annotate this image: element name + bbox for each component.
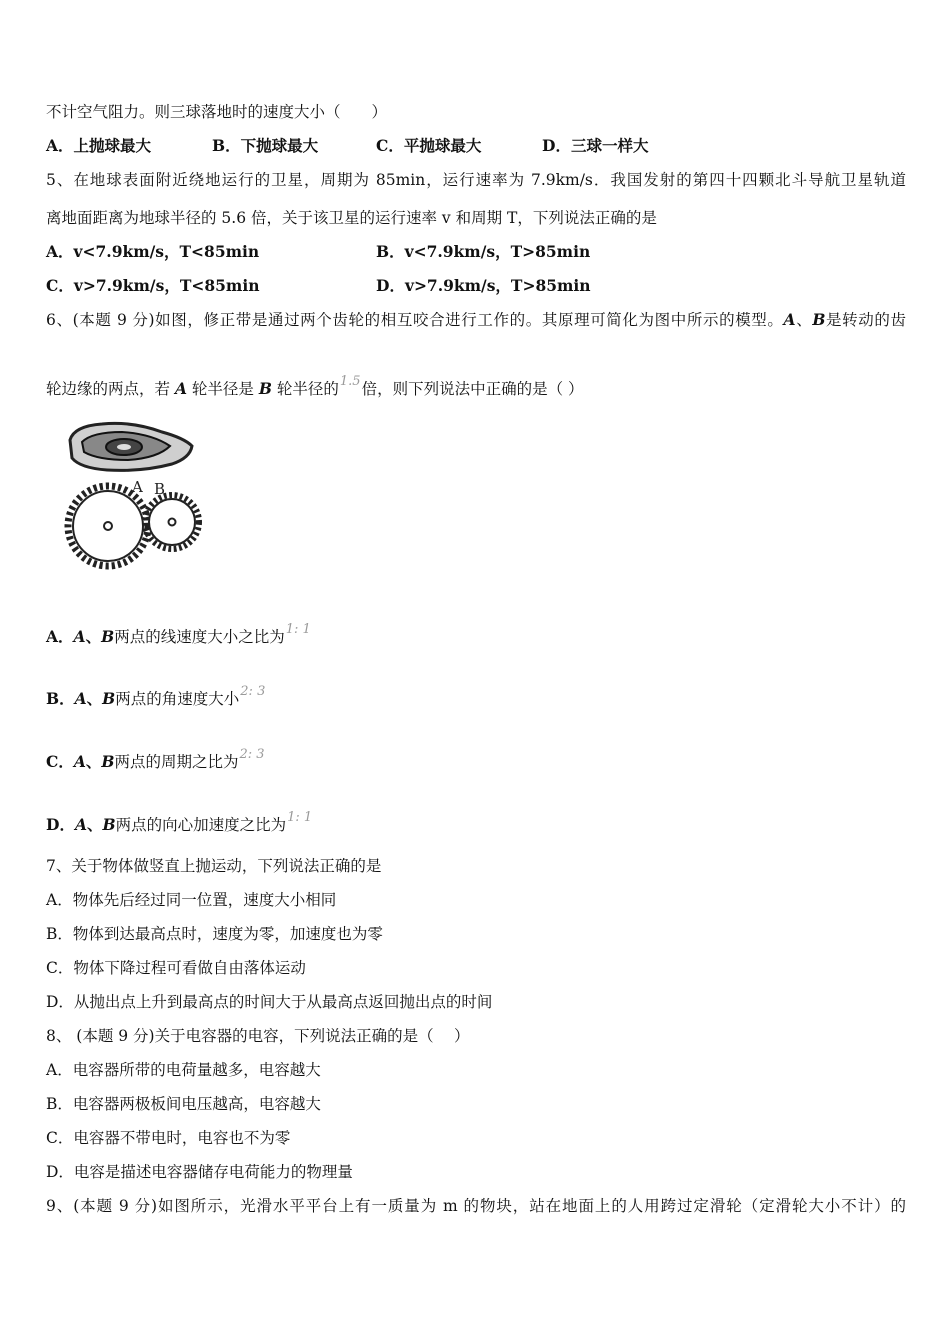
q6-option-a [46, 620, 312, 647]
q6-line1-pre: 6、(本题 9 分)如图，修正带是通过两个齿轮的相互咬合进行工作的。其原理可简化为图中所示的模型。 [46, 311, 784, 329]
q6-option-b-point-b: B [102, 689, 116, 708]
q6-option-a-ratio: 1: 1 [285, 622, 311, 637]
q8-stem: 8、 (本题 9 分)关于电容器的电容，下列说法正确的是（ ） [46, 1027, 470, 1045]
q5-option-b: B．v<7.9km/s，T>85min [376, 242, 591, 261]
q4-option-a: A．上抛球最大 [46, 136, 152, 155]
q6-line2-mid: 轮半径是 [186, 380, 259, 398]
q7-option-d: D．从抛出点上升到最高点的时间大于从最高点返回抛出点的时间 [46, 993, 493, 1011]
gear-figure-svg [62, 418, 212, 570]
q6-option-b-sep: 、 [86, 689, 103, 708]
q6-option-d [46, 808, 313, 835]
q4-option-c: C．平抛球最大 [376, 136, 482, 155]
q8-option-b: B．电容器两极板间电压越高，电容越大 [46, 1095, 321, 1113]
gear-a-axle [104, 522, 112, 530]
q5-stem-line2: 离地面距离为地球半径的 5.6 倍，关于该卫星的运行速率 v 和周期 T，下列说法正确的是 [46, 209, 657, 227]
q4-stem-tail: 不计空气阻力。则三球落地时的速度大小（ ） [46, 103, 388, 121]
gear-figure [62, 418, 212, 570]
q6-line2-b: B [258, 379, 272, 398]
q8-option-a: A．电容器所带的电荷量越多，电容越大 [46, 1061, 321, 1079]
q5-option-a: A．v<7.9km/s，T<85min [46, 242, 260, 261]
q6-line2-a: A [174, 379, 187, 398]
correction-tape-hub [117, 444, 131, 450]
q6-option-d-sep: 、 [86, 815, 103, 834]
q6-radius-ratio: 1.5 [339, 374, 361, 389]
q6-option-d-point-b: B [102, 815, 116, 834]
q6-option-b-prefix: B． [46, 689, 75, 708]
q6-option-a-sep: 、 [85, 627, 102, 646]
q6-option-c-sep: 、 [85, 752, 102, 771]
q6-option-c-point-b: B [101, 752, 115, 771]
gear-b-axle [169, 519, 176, 526]
q6-option-d-ratio: 1: 1 [287, 810, 313, 825]
q7-option-c: C．物体下降过程可看做自由落体运动 [46, 959, 306, 977]
q6-line1-b: B [812, 310, 826, 329]
q6-line1-post: 是转动的齿 [825, 311, 906, 329]
q6-option-d-text: 两点的向心加速度之比为 [115, 816, 287, 834]
q4-option-b: B．下抛球最大 [212, 136, 319, 155]
q6-line2-mid2: 轮半径的 [271, 380, 339, 398]
q6-option-c-ratio: 2: 3 [239, 747, 265, 762]
q6-option-d-point-a: A [74, 815, 87, 834]
q5-option-d: D．v>7.9km/s，T>85min [376, 276, 591, 295]
q6-option-a-point-b: B [101, 627, 115, 646]
q6-option-b-point-a: A [74, 689, 87, 708]
q7-option-b: B．物体到达最高点时，速度为零，加速度也为零 [46, 925, 383, 943]
q6-option-a-text: 两点的线速度大小之比为 [114, 628, 285, 646]
q6-line1-a: A [783, 310, 796, 329]
q6-option-b-text: 两点的角速度大小 [115, 690, 240, 708]
q6-stem-line2 [46, 372, 584, 399]
q6-line1-sep: 、 [795, 311, 813, 329]
q6-option-a-prefix: A． [46, 627, 74, 646]
q6-option-c-text: 两点的周期之比为 [114, 753, 239, 771]
q8-option-d: D．电容是描述电容器储存电荷能力的物理量 [46, 1163, 353, 1181]
q6-line2-post: 倍，则下列说法中正确的是（ ） [361, 380, 584, 398]
q6-option-c-point-a: A [73, 752, 86, 771]
q8-option-c: C．电容器不带电时，电容也不为零 [46, 1129, 291, 1147]
gear-label-b: B [154, 480, 166, 498]
q4-options-row [46, 136, 648, 156]
q6-stem-line1 [46, 310, 906, 330]
q6-option-b-ratio: 2: 3 [240, 684, 266, 699]
q4-option-d: D．三球一样大 [542, 136, 649, 155]
q6-option-c [46, 745, 266, 772]
q7-stem: 7、关于物体做竖直上抛运动，下列说法正确的是 [46, 857, 382, 875]
q6-line2-pre: 轮边缘的两点，若 [46, 380, 175, 398]
q6-option-b [46, 682, 266, 709]
q5-stem-line1: 5、在地球表面附近绕地运行的卫星，周期为 85min，运行速率为 7.9km/s．我国发射的第四十四颗北斗导航卫星轨道 [46, 171, 906, 189]
q6-option-c-prefix: C． [46, 752, 74, 771]
q9-stem: 9、(本题 9 分)如图所示，光滑水平平台上有一质量为 m 的物块，站在地面上的人用跨过定滑轮（定滑轮大小不计）的 [46, 1197, 906, 1215]
q6-option-a-point-a: A [73, 627, 86, 646]
gear-label-a: A [132, 478, 143, 496]
q7-option-a: A．物体先后经过同一位置，速度大小相同 [46, 891, 337, 909]
q5-option-c: C．v>7.9km/s，T<85min [46, 276, 260, 295]
q6-option-d-prefix: D． [46, 815, 75, 834]
